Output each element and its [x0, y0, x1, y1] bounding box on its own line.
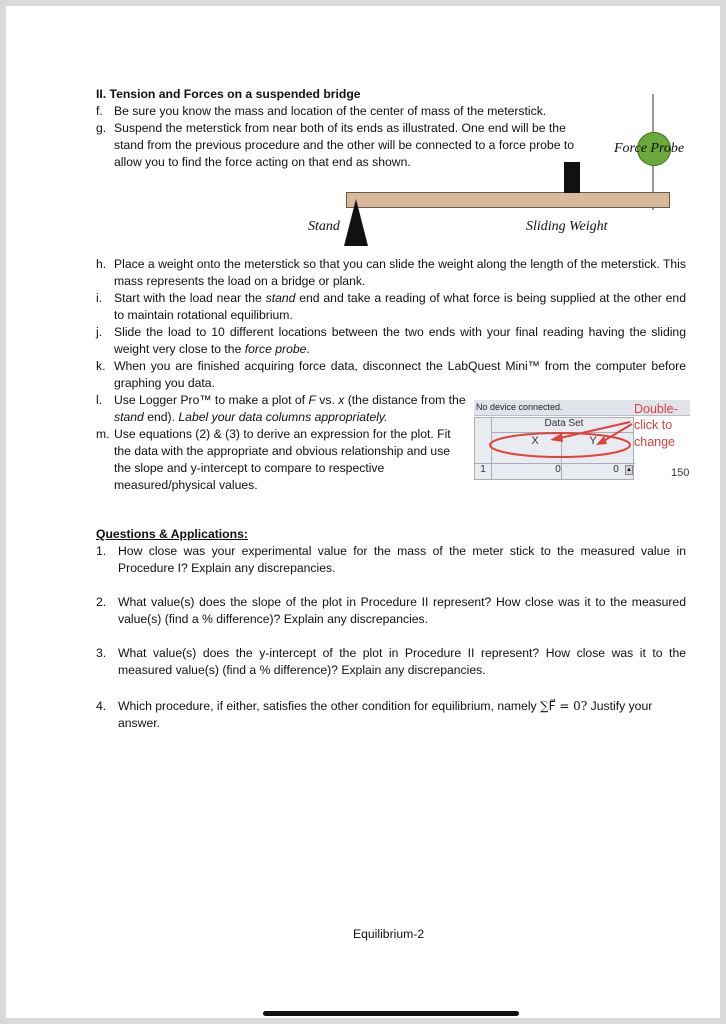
item-marker: f.	[96, 104, 103, 118]
step-marker: m.	[96, 427, 110, 441]
question-text: What value(s) does the y-intercept of the plot in Procedure II represent? How close was it to the measured value(s) (find a % difference)? Explain any discrepancies.	[118, 646, 686, 677]
step-k	[96, 358, 686, 392]
scroll-up-icon[interactable]: ▲	[626, 467, 632, 473]
step-text	[114, 290, 686, 324]
step-text-part: When you are finished acquiring force data, disconnect the LabQuest Mini™ from the computer before graphing you data.	[114, 359, 686, 390]
item-text: Suspend the meterstick from near both of its ends as illustrated. One end will be the stand from the previous procedure and the other will be connected to a force probe to allow you to find the force acting on that end as shown.	[114, 121, 575, 169]
equilibrium-equation: ∑F⃗ = 0?	[540, 699, 588, 713]
home-indicator[interactable]	[263, 1011, 519, 1016]
item-text: Be sure you know the mass and location of the center of mass of the meterstick.	[114, 104, 547, 118]
question-text: What value(s) does the slope of the plot in Procedure II represent? How close was it to the measured value(s) (find a % difference)? Explain any discrepancies.	[118, 595, 686, 626]
step-i	[96, 290, 686, 324]
sliding-weight-label: Sliding Weight	[526, 219, 608, 234]
step-text-part: .	[306, 342, 310, 356]
sliding-weight-block	[564, 162, 580, 193]
item-marker: g.	[96, 121, 107, 135]
step-j	[96, 324, 686, 358]
logger-pro-screenshot	[474, 400, 690, 480]
step-emphasis: stand	[265, 291, 296, 305]
annotation-line-3: change	[634, 435, 676, 449]
stand-label: Stand	[308, 219, 340, 234]
section-heading: II. Tension and Forces on a suspended bridge	[96, 87, 361, 101]
question-text: How close was your experimental value for the mass of the meter stick to the measured value in Procedure I? Explain any discrepancies.	[118, 544, 686, 575]
question-1	[96, 543, 686, 577]
step-text	[114, 324, 686, 358]
step-emphasis: stand	[114, 410, 144, 424]
item-g	[96, 120, 596, 171]
page-footer: Equilibrium-2	[353, 927, 425, 941]
step-text-part: vs.	[315, 393, 339, 407]
annotation-line-2: click to	[634, 418, 673, 432]
meterstick-plank	[346, 192, 670, 208]
question-text-part: Which procedure, if either, satisfies the other condition for equilibrium, namely	[118, 699, 541, 713]
questions-heading: Questions & Applications:	[96, 527, 248, 541]
step-text: Use equations (2) & (3) to derive an expression for the plot. Fit the data with the appropriate and obvious relationship and use the slope and y-intercept to compare to respective measured/physical values.	[114, 427, 451, 492]
row-y-value: 0	[613, 464, 619, 475]
document-page	[6, 6, 720, 1018]
annotation-line-1: Double-	[634, 402, 678, 416]
step-m	[96, 426, 456, 494]
step-emphasis: Label your data columns appropriately.	[178, 410, 388, 424]
question-text	[118, 698, 686, 732]
step-text-part: Use Logger Pro™ to make a plot of	[114, 393, 309, 407]
step-text	[114, 256, 686, 290]
step-text-part: (the distance from the	[344, 393, 466, 407]
step-text-part: Place a weight onto the meterstick so that you can slide the weight along the length of the meterstick. This mass represents the load on a bridge or plank.	[114, 257, 686, 288]
step-text-part: end and take a reading of what force is being supplied at the other end to maintain rotational equilibrium.	[114, 291, 686, 322]
step-h	[96, 256, 686, 290]
step-marker: h.	[96, 257, 107, 271]
question-marker: 4.	[96, 699, 107, 713]
question-2	[96, 594, 686, 628]
step-l	[96, 392, 468, 426]
question-text-part: Justify your answer.	[118, 699, 653, 730]
column-y-header[interactable]: Y	[589, 435, 597, 447]
step-text-part: end).	[143, 410, 179, 424]
step-text-part: Start with the load near the	[114, 291, 266, 305]
question-marker: 2.	[96, 595, 107, 609]
step-marker: l.	[96, 393, 103, 407]
step-text-part: Slide the load to 10 different locations between the two ends with your final reading having the sliding weight very close to the	[114, 325, 686, 356]
data-set-label: Data Set	[544, 418, 584, 429]
row-x-value: 0	[555, 464, 561, 475]
column-x-header[interactable]: X	[531, 435, 539, 447]
step-marker: j.	[96, 325, 103, 339]
var-f: F	[308, 393, 316, 407]
force-probe-label: Force Probe	[614, 141, 685, 156]
question-marker: 3.	[96, 646, 107, 660]
row-number: 1	[480, 464, 486, 475]
step-emphasis: force probe	[244, 342, 307, 356]
question-marker: 1.	[96, 544, 107, 558]
stand-triangle	[344, 199, 368, 246]
item-f	[96, 103, 596, 120]
step-text	[114, 358, 686, 392]
var-x: x	[338, 393, 345, 407]
step-marker: i.	[96, 291, 103, 305]
question-3	[96, 645, 686, 679]
device-status: No device connected.	[474, 400, 690, 416]
step-marker: k.	[96, 359, 106, 373]
question-4	[96, 698, 686, 732]
axis-value: 150	[671, 467, 690, 479]
step-text	[114, 392, 468, 426]
